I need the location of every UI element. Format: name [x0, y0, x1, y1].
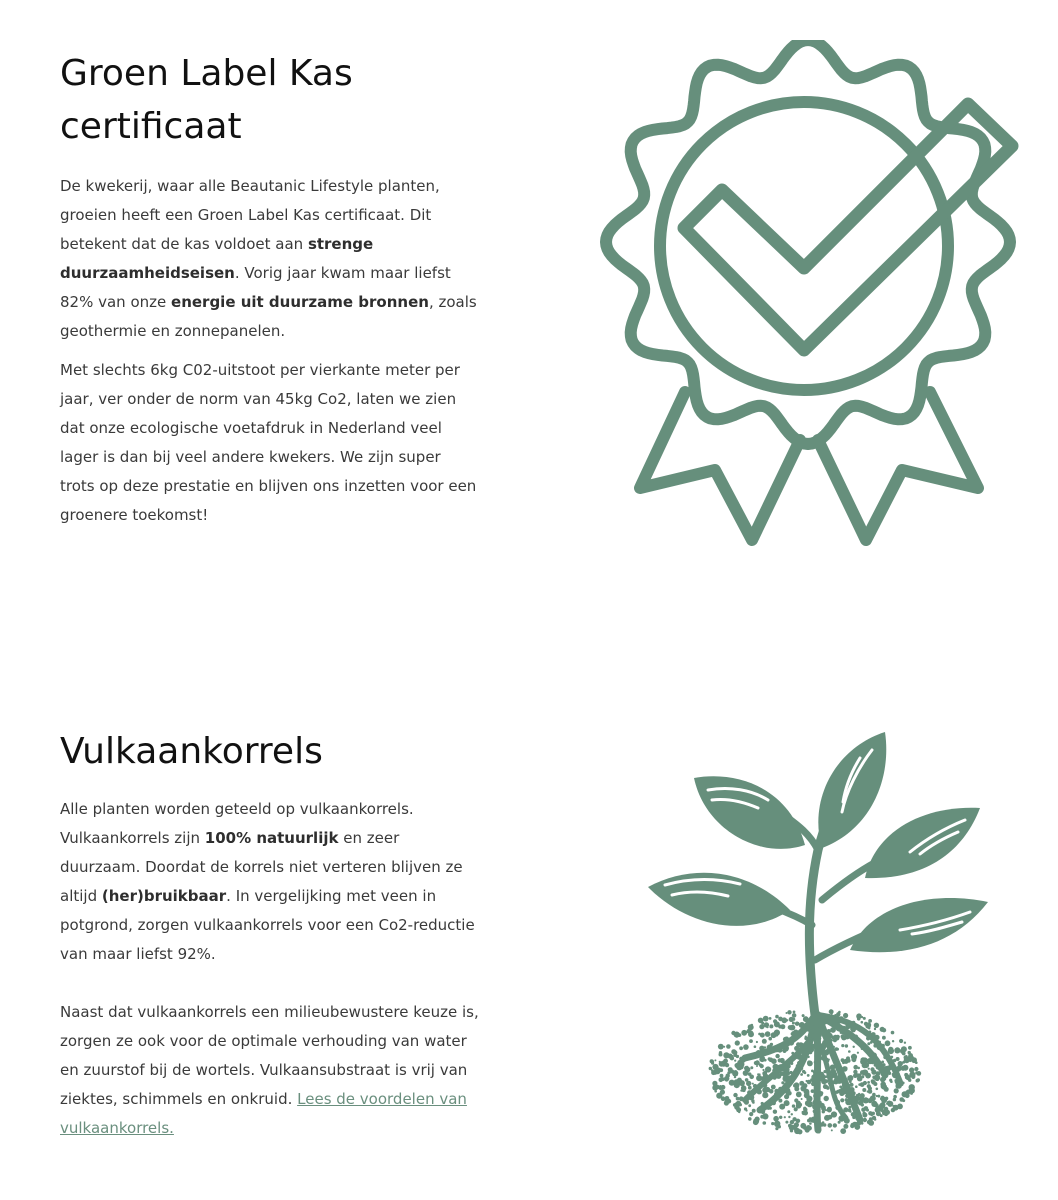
- certificate-bold-2: energie uit duurzame bronnen: [171, 293, 429, 311]
- soil-speck: [874, 1024, 878, 1028]
- soil-speck: [746, 1081, 751, 1086]
- soil-speck: [756, 1065, 758, 1067]
- soil-speck: [905, 1055, 907, 1057]
- soil-speck: [824, 1096, 829, 1101]
- soil-speck: [762, 1092, 768, 1098]
- soil-speck: [910, 1092, 913, 1095]
- soil-speck: [773, 1116, 779, 1122]
- volcanic-bold-2: (her)bruikbaar: [101, 887, 227, 905]
- soil-speck: [724, 1100, 729, 1105]
- soil-speck: [796, 1101, 801, 1106]
- soil-speck: [797, 1129, 802, 1134]
- certificate-text-2: . Vorig jaar kwam maar liefst 82% van onze: [60, 264, 451, 311]
- soil-speck: [773, 1110, 777, 1114]
- soil-speck: [811, 1070, 814, 1073]
- soil-speck: [803, 1127, 806, 1130]
- soil-speck: [901, 1066, 906, 1071]
- soil-speck: [856, 1096, 861, 1101]
- soil-speck: [728, 1067, 733, 1072]
- soil-speck: [779, 1116, 782, 1119]
- soil-speck: [734, 1070, 738, 1074]
- soil-speck: [821, 1043, 824, 1046]
- soil-speck: [862, 1088, 866, 1092]
- soil-speck: [881, 1096, 885, 1100]
- soil-speck: [853, 1065, 858, 1070]
- soil-speck: [834, 1075, 838, 1079]
- soil-speck: [709, 1067, 712, 1070]
- soil-speck: [794, 1107, 798, 1111]
- soil-speck: [866, 1109, 869, 1112]
- soil-speck: [845, 1044, 848, 1047]
- soil-speck: [868, 1068, 870, 1070]
- soil-speck: [741, 1030, 747, 1036]
- soil-speck: [902, 1091, 908, 1097]
- soil-speck: [885, 1097, 889, 1101]
- soil-speck: [791, 1113, 793, 1115]
- soil-speck: [840, 1094, 842, 1096]
- soil-speck: [807, 1074, 810, 1077]
- certificate-text-3: , zoals geothermie en zonnepanelen.: [60, 293, 477, 340]
- soil-speck: [756, 1041, 758, 1043]
- soil-speck: [748, 1086, 752, 1090]
- soil-speck: [796, 1119, 800, 1123]
- soil-speck: [894, 1088, 899, 1093]
- soil-speck: [771, 1058, 777, 1064]
- soil-speck: [726, 1044, 731, 1049]
- soil-speck: [721, 1077, 725, 1081]
- soil-speck: [848, 1106, 851, 1109]
- soil-speck: [752, 1109, 756, 1113]
- soil-speck: [874, 1074, 880, 1080]
- soil-speck: [871, 1080, 876, 1085]
- volcanic-benefits-link[interactable]: Lees de voordelen van vulkaankorrels.: [60, 1090, 467, 1137]
- soil-speck: [823, 1084, 828, 1089]
- soil-speck: [785, 1121, 788, 1124]
- soil-speck: [892, 1040, 894, 1042]
- soil-speck: [870, 1113, 873, 1116]
- volcanic-title: Vulkaankorrels: [60, 731, 323, 772]
- soil-speck: [861, 1016, 863, 1018]
- certificate-bold-1: strenge duurzaamheidseisen: [60, 235, 374, 282]
- soil-speck: [786, 1012, 788, 1014]
- soil-speck: [862, 1112, 866, 1116]
- soil-speck: [760, 1033, 765, 1038]
- soil-speck: [748, 1072, 752, 1076]
- soil-speck: [739, 1046, 743, 1050]
- soil-speck: [888, 1047, 893, 1052]
- soil-speck: [861, 1021, 864, 1024]
- soil-speck: [736, 1055, 739, 1058]
- soil-speck: [840, 1128, 846, 1134]
- soil-speck: [821, 1106, 826, 1111]
- soil-speck: [802, 1111, 804, 1113]
- soil-speck: [750, 1066, 753, 1069]
- soil-speck: [728, 1054, 733, 1059]
- soil-speck: [840, 1098, 844, 1102]
- soil-speck: [768, 1037, 772, 1041]
- soil-speck: [844, 1067, 847, 1070]
- soil-speck: [885, 1040, 891, 1046]
- soil-speck: [848, 1050, 851, 1053]
- soil-speck: [909, 1072, 915, 1078]
- certificate-paragraph-1: [60, 172, 480, 346]
- soil-speck: [862, 1070, 866, 1074]
- soil-speck: [739, 1064, 744, 1069]
- soil-speck: [890, 1080, 893, 1083]
- soil-speck: [721, 1085, 726, 1090]
- soil-speck: [867, 1081, 870, 1084]
- soil-speck: [769, 1017, 772, 1020]
- soil-speck: [902, 1099, 905, 1102]
- soil-speck: [762, 1087, 768, 1093]
- soil-speck: [884, 1087, 889, 1092]
- soil-speck: [874, 1028, 876, 1030]
- soil-speck: [778, 1017, 783, 1022]
- soil-speck: [787, 1110, 790, 1113]
- soil-speck: [764, 1022, 769, 1027]
- soil-speck: [759, 1024, 764, 1029]
- volcanic-paragraph-1: [60, 795, 480, 969]
- soil-speck: [891, 1108, 895, 1112]
- soil-speck: [713, 1082, 716, 1085]
- soil-speck: [741, 1085, 746, 1090]
- soil-speck: [792, 1104, 795, 1107]
- soil-speck: [885, 1066, 887, 1068]
- soil-speck: [760, 1115, 764, 1119]
- soil-speck: [880, 1108, 883, 1111]
- soil-speck: [861, 1103, 864, 1106]
- soil-speck: [856, 1073, 860, 1077]
- soil-speck: [781, 1071, 785, 1075]
- soil-speck: [847, 1059, 851, 1063]
- soil-speck: [720, 1074, 724, 1078]
- soil-speck: [787, 1091, 792, 1096]
- soil-speck: [793, 1084, 797, 1088]
- soil-speck: [907, 1075, 910, 1078]
- volcanic-bold-1: 100% natuurlijk: [204, 829, 339, 847]
- soil-speck: [764, 1018, 767, 1021]
- soil-speck: [804, 1091, 809, 1096]
- soil-speck: [736, 1107, 741, 1112]
- soil-speck: [784, 1116, 786, 1118]
- soil-speck: [758, 1018, 764, 1024]
- soil-speck: [800, 1086, 806, 1092]
- soil-speck: [748, 1117, 752, 1121]
- soil-speck: [908, 1046, 912, 1050]
- soil-speck: [729, 1080, 735, 1086]
- soil-speck: [778, 1025, 782, 1029]
- soil-speck: [736, 1101, 741, 1106]
- soil-speck: [849, 1111, 851, 1113]
- soil-speck: [836, 1035, 840, 1039]
- soil-speck: [803, 1111, 808, 1116]
- soil-speck: [795, 1022, 799, 1026]
- soil-speck: [876, 1088, 879, 1091]
- soil-speck: [830, 1010, 833, 1013]
- soil-speck: [792, 1013, 797, 1018]
- soil-speck: [850, 1124, 854, 1128]
- soil-speck: [746, 1066, 749, 1069]
- volcanic-section: [60, 725, 480, 1143]
- soil-speck: [849, 1080, 852, 1083]
- soil-speck: [868, 1027, 870, 1029]
- soil-speck: [886, 1103, 888, 1105]
- soil-speck: [799, 1081, 804, 1086]
- soil-speck: [915, 1061, 918, 1064]
- soil-speck: [882, 1028, 886, 1032]
- volcanic-paragraph-2: [60, 998, 480, 1143]
- soil-speck: [838, 1011, 841, 1014]
- soil-speck: [788, 1025, 793, 1030]
- volcanic-text-4: Naast dat vulkaankorrels een milieubewustere keuze is, zorgen ze ook voor de optimale verhouding van water en zuurstof bij de wortels. Vulkaansubstraat is vrij van ziektes, schimmels en onkruid.: [60, 1003, 479, 1108]
- soil-speck: [765, 1031, 771, 1037]
- soil-speck: [860, 1082, 865, 1087]
- soil-speck: [805, 1036, 807, 1038]
- soil-speck: [769, 1089, 774, 1094]
- soil-speck: [848, 1075, 853, 1080]
- soil-speck: [792, 1022, 795, 1025]
- soil-speck: [756, 1075, 762, 1081]
- soil-speck: [810, 1078, 813, 1081]
- soil-speck: [718, 1044, 724, 1050]
- soil-speck: [916, 1079, 920, 1083]
- soil-speck: [800, 1073, 803, 1076]
- soil-speck: [719, 1061, 721, 1063]
- soil-speck: [774, 1030, 780, 1036]
- soil-speck: [915, 1071, 918, 1074]
- soil-speck: [763, 1121, 767, 1125]
- soil-speck: [754, 1045, 757, 1048]
- soil-speck: [807, 1060, 811, 1064]
- soil-speck: [836, 1048, 839, 1051]
- soil-speck: [731, 1031, 735, 1035]
- soil-speck: [759, 1063, 762, 1066]
- soil-speck: [894, 1047, 900, 1053]
- soil-speck: [736, 1097, 740, 1101]
- soil-speck: [787, 1010, 791, 1014]
- soil-speck: [760, 1047, 762, 1049]
- soil-speck: [897, 1104, 903, 1110]
- soil-speck: [752, 1083, 754, 1085]
- soil-speck: [775, 1127, 778, 1130]
- soil-speck: [788, 1124, 792, 1128]
- soil-speck: [784, 1076, 787, 1079]
- soil-speck: [793, 1011, 796, 1014]
- soil-speck: [757, 1073, 759, 1075]
- soil-speck: [733, 1103, 737, 1107]
- soil-speck: [807, 1101, 813, 1107]
- soil-speck: [734, 1060, 736, 1062]
- soil-speck: [764, 1046, 766, 1048]
- soil-speck: [734, 1083, 736, 1085]
- soil-speck: [768, 1057, 771, 1060]
- soil-speck: [884, 1112, 888, 1116]
- soil-speck: [865, 1073, 871, 1079]
- volcanic-text-3: . In vergelijking met veen in potgrond, zorgen vulkaankorrels voor een Co2-reductie van maar liefst 92%.: [60, 887, 475, 963]
- soil-speck: [882, 1036, 886, 1040]
- soil-speck: [900, 1049, 905, 1054]
- soil-speck: [746, 1109, 748, 1111]
- soil-speck: [828, 1123, 833, 1128]
- soil-speck: [806, 1080, 808, 1082]
- soil-speck: [836, 1090, 840, 1094]
- soil-speck: [802, 1014, 805, 1017]
- soil-speck: [807, 1119, 811, 1123]
- soil-speck: [899, 1039, 903, 1043]
- soil-speck: [775, 1015, 779, 1019]
- soil-speck: [898, 1061, 903, 1066]
- soil-speck: [771, 1122, 774, 1125]
- soil-speck: [752, 1101, 755, 1104]
- soil-speck: [748, 1104, 751, 1107]
- soil-speck: [761, 1057, 765, 1061]
- soil-speck: [841, 1044, 844, 1047]
- soil-speck: [725, 1063, 729, 1067]
- soil-speck: [896, 1057, 900, 1061]
- soil-speck: [880, 1114, 883, 1117]
- certificate-paragraph-2: Met slechts 6kg C02-uitstoot per vierkante meter per jaar, ver onder de norm van 45kg Co2, laten we zien dat onze ecologische voetafdruk in Nederland veel lager is dan bij veel andere kwekers. We zijn super trots op deze prestatie en blijven ons inzetten voor een groenere toekomst!: [60, 361, 477, 524]
- soil-speck: [748, 1024, 754, 1030]
- soil-speck: [855, 1085, 858, 1088]
- soil-speck: [714, 1090, 717, 1093]
- soil-speck: [735, 1035, 738, 1038]
- soil-speck: [719, 1051, 722, 1054]
- soil-speck: [733, 1093, 737, 1097]
- volcanic-text-2: en zeer duurzaam. Doordat de korrels niet verteren blijven ze altijd: [60, 829, 463, 905]
- soil-speck: [743, 1044, 749, 1050]
- soil-speck: [874, 1118, 877, 1121]
- soil-speck: [796, 1092, 802, 1098]
- soil-speck: [792, 1018, 795, 1021]
- soil-speck: [824, 1115, 830, 1121]
- soil-speck: [788, 1116, 790, 1118]
- soil-speck: [868, 1120, 874, 1126]
- soil-speck: [782, 1049, 786, 1053]
- certificate-title: Groen Label Kas certificaat: [60, 53, 353, 147]
- soil-speck: [876, 1095, 878, 1097]
- soil-speck: [762, 1039, 767, 1044]
- soil-speck: [908, 1055, 914, 1061]
- soil-speck: [843, 1013, 848, 1018]
- soil-speck: [823, 1123, 826, 1126]
- soil-speck: [833, 1123, 837, 1127]
- soil-speck: [857, 1052, 859, 1054]
- soil-speck: [725, 1097, 727, 1099]
- soil-speck: [852, 1058, 857, 1063]
- soil-speck: [904, 1042, 906, 1044]
- soil-speck: [870, 1067, 874, 1071]
- soil-speck: [762, 1069, 764, 1071]
- soil-speck: [863, 1017, 866, 1020]
- soil-speck: [749, 1039, 753, 1043]
- soil-speck: [868, 1019, 872, 1023]
- soil-speck: [911, 1086, 914, 1089]
- soil-speck: [716, 1093, 722, 1099]
- soil-speck: [827, 1107, 832, 1112]
- soil-speck: [734, 1076, 736, 1078]
- soil-speck: [809, 1122, 812, 1125]
- soil-speck: [749, 1112, 753, 1116]
- soil-speck: [807, 1126, 812, 1131]
- soil-speck: [714, 1059, 716, 1061]
- soil-speck: [857, 1017, 861, 1021]
- soil-speck: [868, 1086, 872, 1090]
- soil-speck: [804, 1071, 807, 1074]
- soil-speck: [733, 1050, 738, 1055]
- soil-speck: [833, 1038, 837, 1042]
- soil-speck: [831, 1129, 833, 1131]
- soil-speck: [748, 1031, 754, 1037]
- soil-speck: [884, 1107, 888, 1111]
- soil-speck: [769, 1024, 773, 1028]
- soil-speck: [838, 1121, 841, 1124]
- soil-speck: [893, 1098, 896, 1101]
- soil-speck: [893, 1095, 897, 1099]
- soil-speck: [775, 1054, 779, 1058]
- certificate-section: [60, 47, 480, 530]
- soil-speck: [710, 1059, 714, 1063]
- volcanic-text-1: Alle planten worden geteeld op vulkaankorrels. Vulkaankorrels zijn: [60, 800, 414, 847]
- soil-speck: [914, 1067, 918, 1071]
- soil-speck: [715, 1067, 721, 1073]
- soil-speck: [866, 1022, 871, 1027]
- soil-speck: [801, 1098, 803, 1100]
- certificate-text-1: De kwekerij, waar alle Beautanic Lifestyle planten, groeien heeft een Groen Label Kas certificaat. Dit betekent dat de kas voldoet aan: [60, 177, 440, 253]
- soil-speck: [853, 1046, 855, 1048]
- soil-speck: [778, 1058, 782, 1062]
- award-ribbon-checkmark-icon: [596, 40, 1026, 550]
- soil-speck: [735, 1042, 738, 1045]
- soil-speck: [784, 1100, 790, 1106]
- soil-speck: [891, 1031, 895, 1035]
- soil-speck: [863, 1062, 869, 1068]
- soil-speck: [753, 1118, 759, 1124]
- soil-speck: [843, 1124, 848, 1129]
- soil-speck: [908, 1079, 911, 1082]
- soil-speck: [771, 1085, 776, 1090]
- plant-roots-soil-icon: [640, 725, 990, 1145]
- soil-speck: [726, 1074, 730, 1078]
- soil-speck: [773, 1019, 777, 1023]
- soil-speck: [828, 1059, 830, 1061]
